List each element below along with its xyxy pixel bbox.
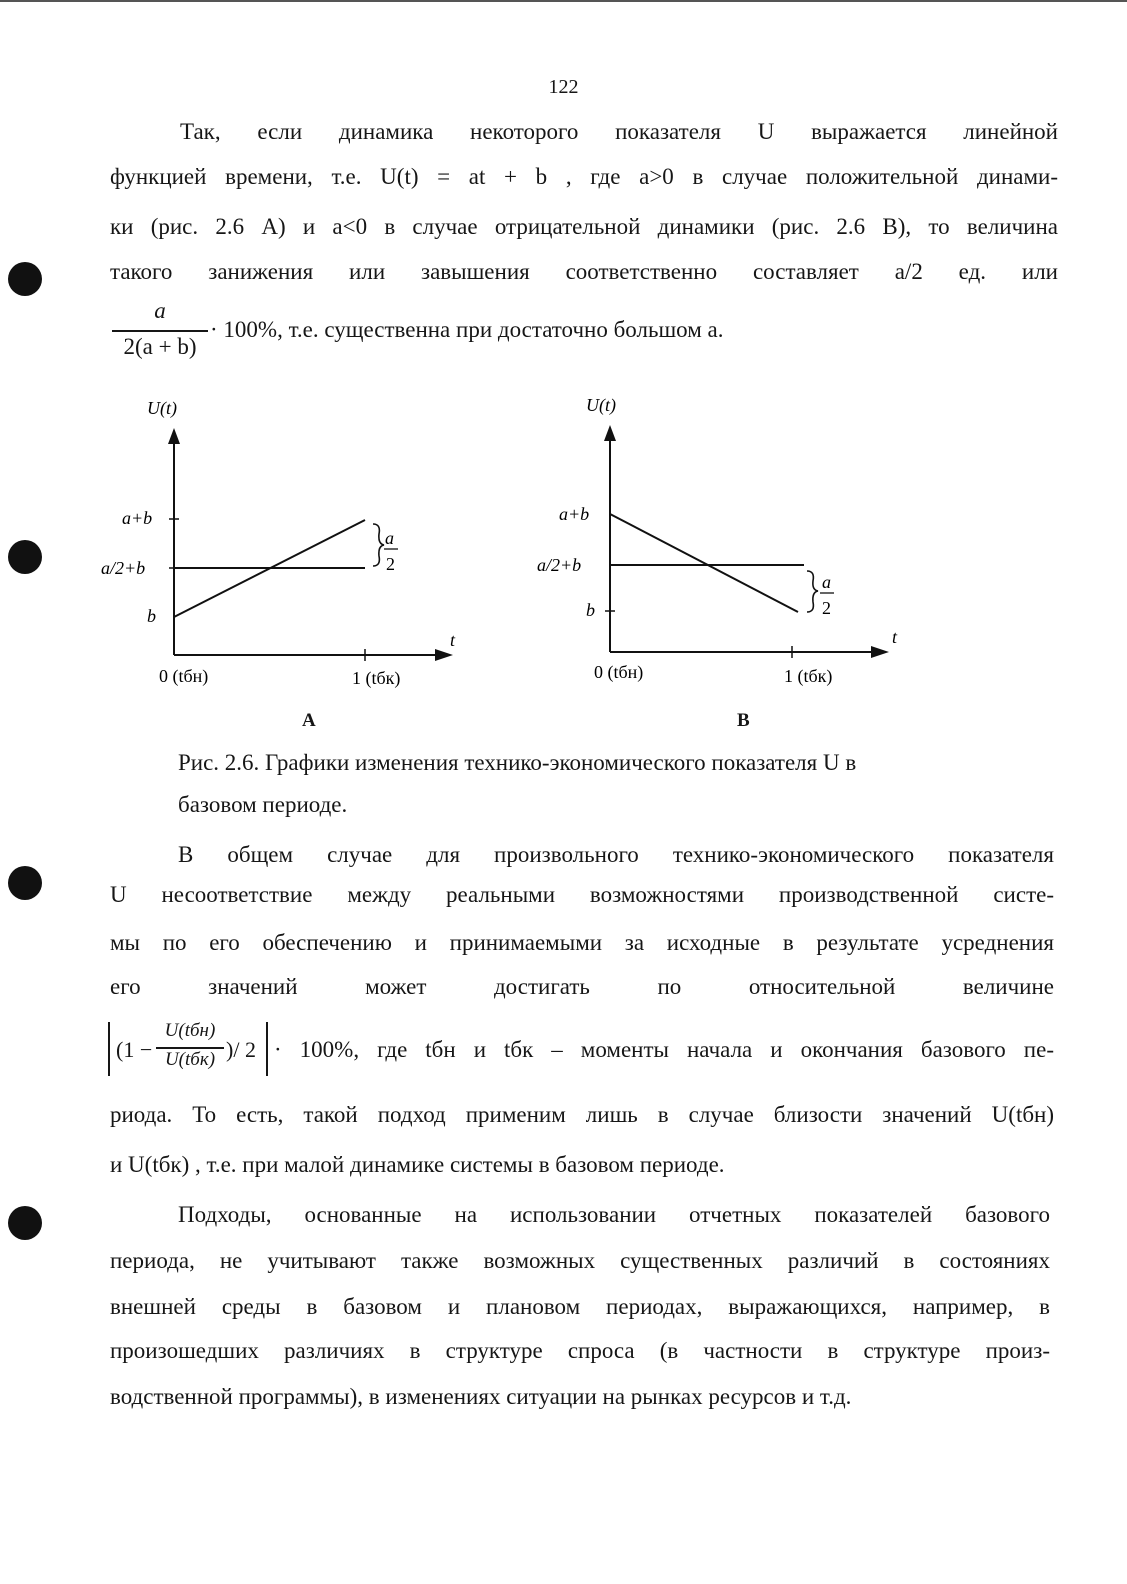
formula-denominator: 2(a + b) — [123, 334, 197, 359]
formula-relative-error — [110, 298, 910, 368]
x-axis-label: t — [892, 627, 898, 647]
para3-line-4: произошедших различиях в структуре спроса (в частности в структуре произ- — [110, 1338, 1050, 1363]
punch-hole — [8, 540, 42, 574]
para1-line-3: ки (рис. 2.6 А) и a<0 в случае отрицательной динамики (рис. 2.6 В), то величина — [110, 214, 1058, 239]
y-axis-label: U(t) — [586, 395, 616, 415]
para3-line-2: периода, не учитывают также возможных существенных различий в состояниях — [110, 1248, 1050, 1273]
y-tick-label-a-plus-b: a+b — [122, 508, 153, 528]
para1-line-4: такого занижения или завышения соответственно составляет a/2 ед. или — [110, 259, 1058, 284]
para1-line-2: функцией времени, т.е. U(t) = at + b , где a>0 в случае положительной динами- — [110, 164, 1058, 189]
fraction-bar — [112, 330, 208, 332]
graph-b — [530, 390, 910, 690]
punch-hole — [8, 866, 42, 900]
para2-line-7: и U(tбк) , т.е. при малой динамике системы в базовом периоде. — [110, 1152, 725, 1177]
para2-line-4: его значений может достигать по относительной величине — [110, 974, 1054, 999]
brace-denominator: 2 — [386, 554, 395, 574]
y-axis-arrow — [604, 425, 616, 441]
figure-caption-line-2: базовом периоде. — [178, 792, 348, 817]
abs-bar-right — [266, 1022, 268, 1076]
para3-line-1: Подходы, основанные на использовании отчетных показателей базового — [178, 1202, 1050, 1227]
punch-hole — [8, 1206, 42, 1240]
para1-line-1: Так, если динамика некоторого показателя U выражается линейной — [180, 119, 1058, 144]
y-axis-label: U(t) — [147, 398, 177, 418]
punch-hole — [8, 262, 42, 296]
x-tick-label-0: 0 (tбн) — [159, 666, 209, 686]
brace-icon — [373, 524, 384, 566]
para2-line-1: В общем случае для произвольного технико-экономического показателя — [178, 842, 1054, 867]
para2-line-6: риода. То есть, такой подход применим лишь в случае близости значений U(tбн) — [110, 1102, 1054, 1127]
y-tick-label-a-plus-b: a+b — [559, 504, 590, 524]
brace-icon — [807, 571, 818, 612]
formula-abs-deviation — [108, 1020, 278, 1078]
brace-numerator: a — [822, 572, 831, 592]
panel-label-b: В — [737, 710, 750, 731]
abs-bar-left — [108, 1022, 110, 1076]
formula-numerator: a — [154, 298, 166, 323]
x-tick-label-1: 1 (tбк) — [784, 666, 833, 686]
formula-tail: · 100%, т.е. существенна при достаточно большом a. — [210, 317, 724, 342]
y-tick-label-a-half-plus-b: a/2+b — [537, 555, 582, 575]
x-axis-label: t — [450, 630, 456, 650]
figure-caption-line-1: Рис. 2.6. Графики изменения технико-экономического показателя U в — [178, 750, 857, 775]
para2-line-2: U несоответствие между реальными возможностями производственной систе- — [110, 882, 1054, 907]
x-tick-label-0: 0 (tбн) — [594, 662, 644, 682]
y-tick-label-a-half-plus-b: a/2+b — [101, 558, 146, 578]
formula2-tail: · 100%, где tбн и tбк – моменты начала и окончания базового пе- — [274, 1037, 1054, 1062]
series-linear-decline — [610, 514, 798, 612]
graph-a — [95, 390, 475, 690]
y-axis-arrow — [168, 428, 180, 444]
formula2-close: )/ 2 — [226, 1037, 256, 1062]
brace-denominator: 2 — [822, 598, 831, 618]
para3-line-5: водственной программы), в изменениях ситуации на рынках ресурсов и т.д. — [110, 1384, 852, 1409]
scan-top-border — [0, 0, 1127, 2]
x-axis-arrow — [435, 649, 453, 661]
para3-line-3: внешней среды в базовом и плановом периодах, выражающихся, например, в — [110, 1294, 1050, 1319]
formula2-denominator: U(tбк) — [164, 1049, 216, 1070]
x-tick-label-1: 1 (tбк) — [352, 668, 401, 688]
x-axis-arrow — [871, 646, 889, 658]
brace-numerator: a — [385, 528, 394, 548]
y-tick-label-b: b — [586, 600, 595, 620]
formula2-open: (1 − — [116, 1037, 153, 1062]
y-tick-label-b: b — [147, 606, 156, 626]
panel-label-a: А — [302, 710, 316, 731]
para2-line-3: мы по его обеспечению и принимаемыми за исходные в результате усреднения — [110, 930, 1054, 955]
formula2-numerator: U(tбн) — [164, 1020, 216, 1041]
page-number: 122 — [548, 76, 579, 98]
